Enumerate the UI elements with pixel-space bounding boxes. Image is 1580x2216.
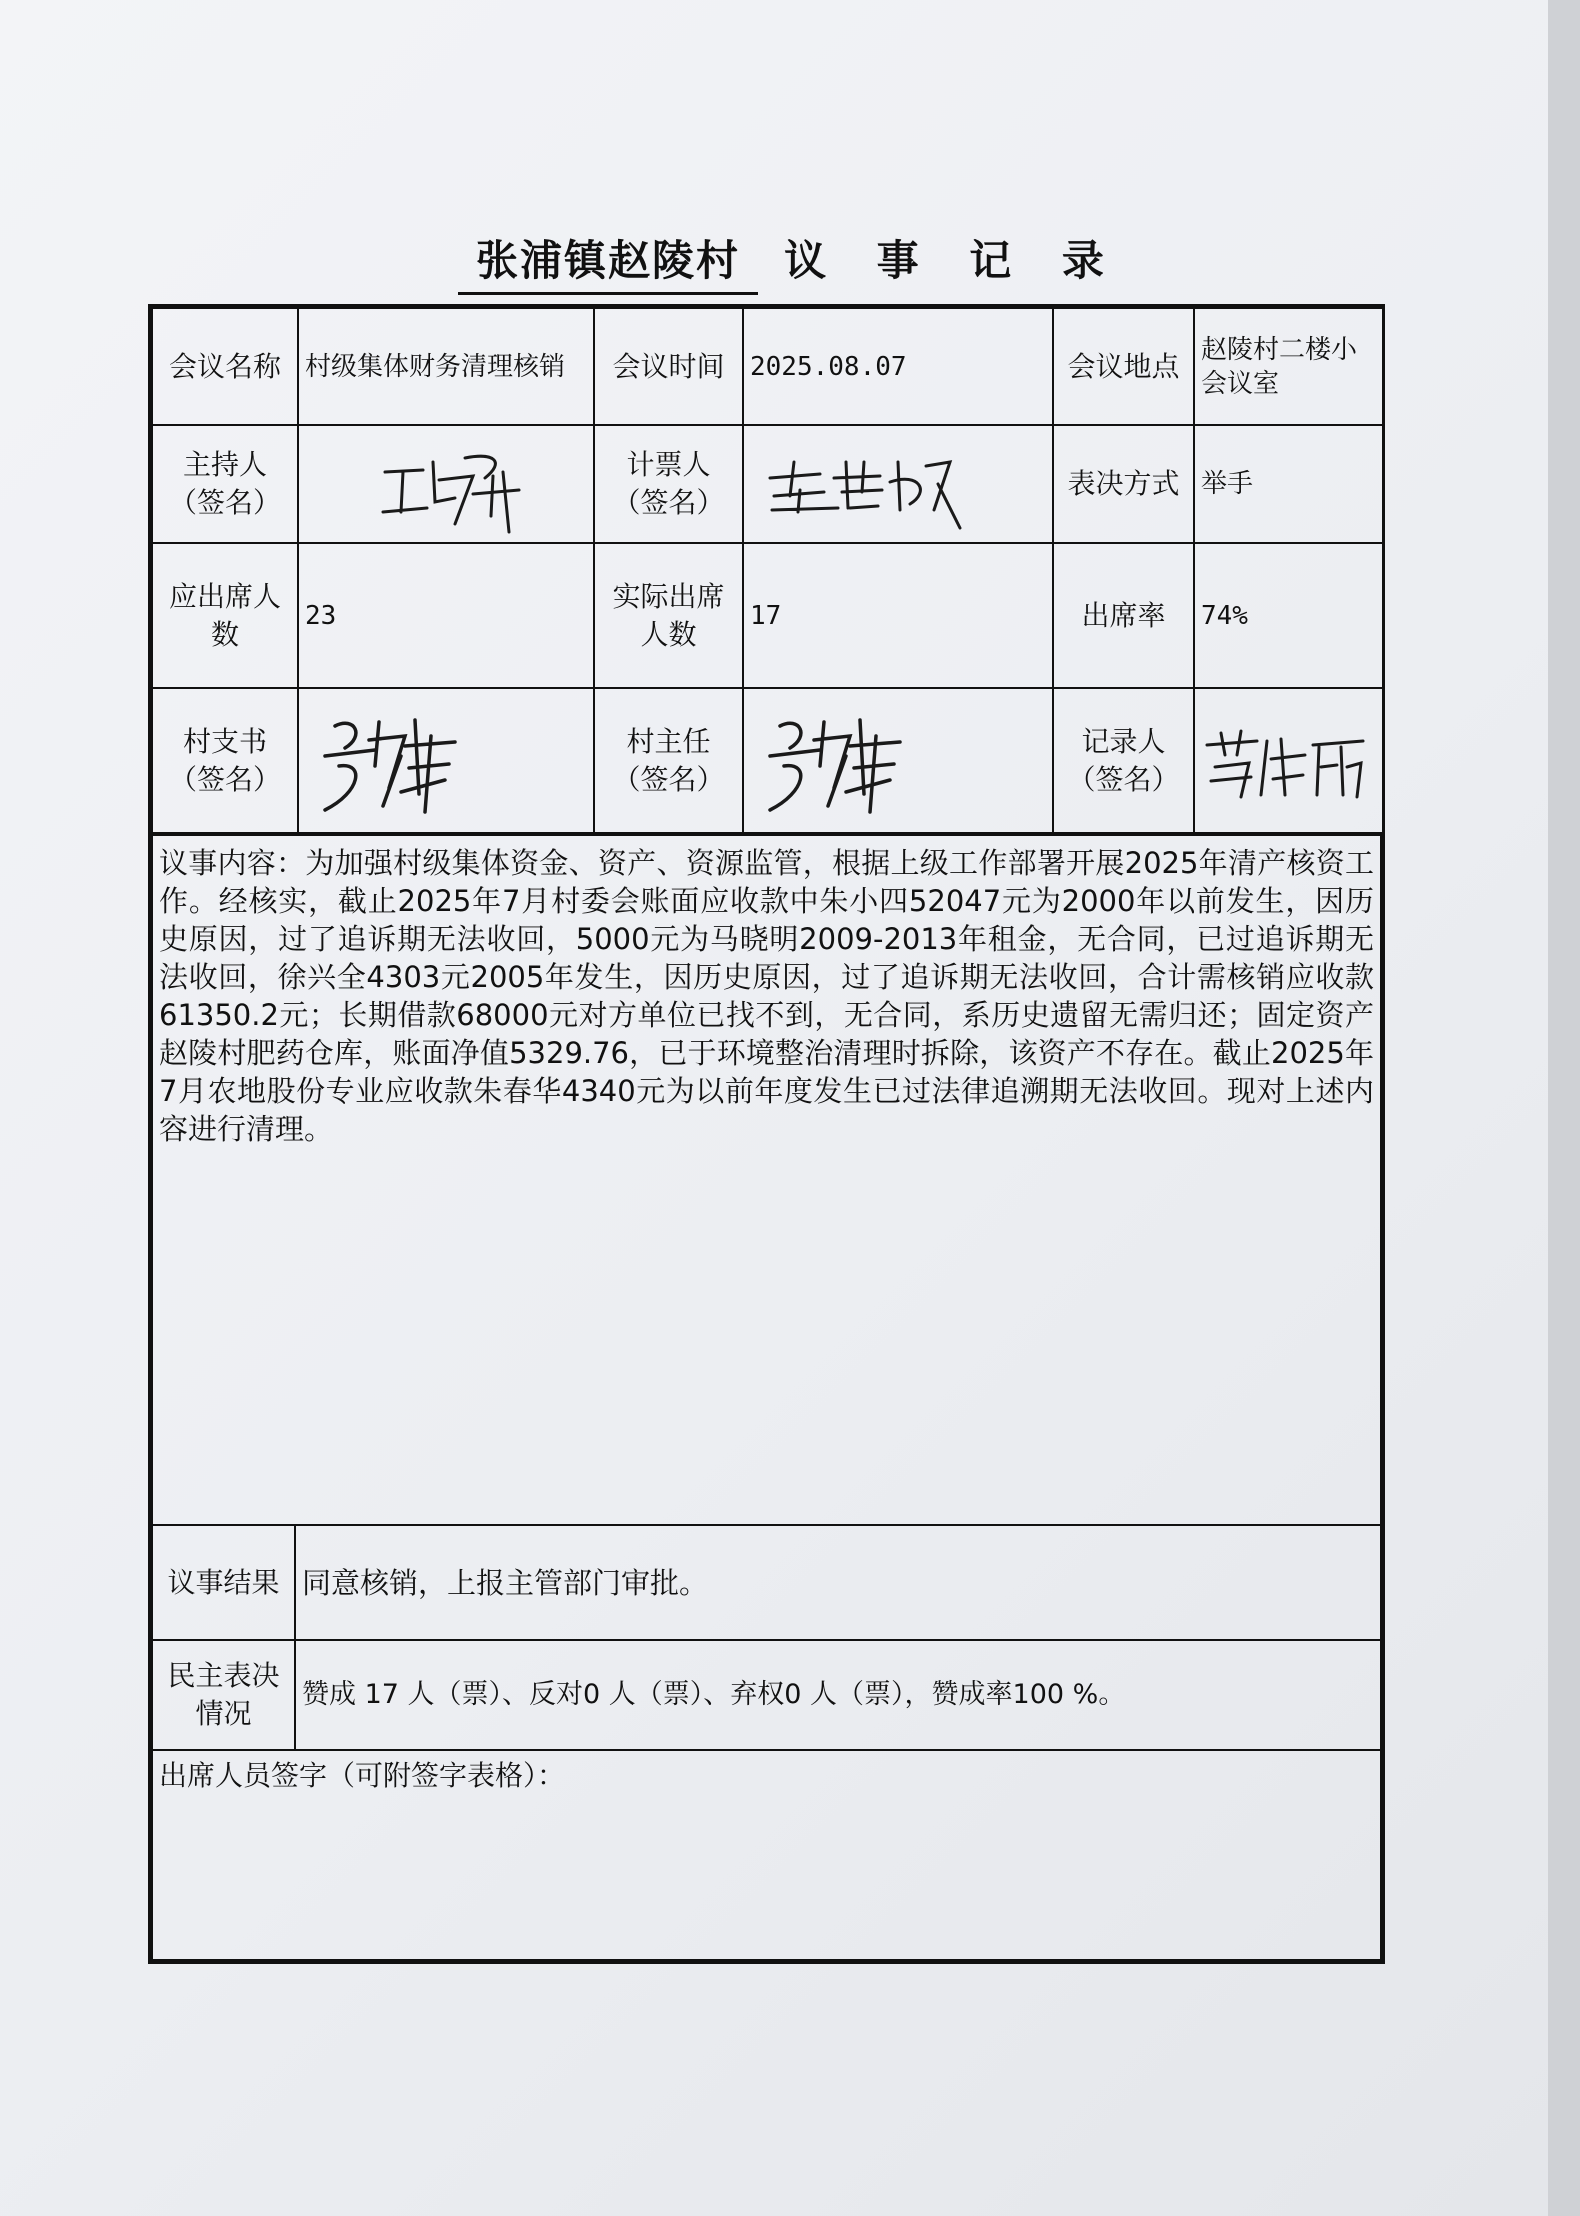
attendance-rate-value: 74%: [1194, 543, 1383, 688]
vote-label: [152, 1640, 295, 1750]
vote-label-line1: 民主表决: [167, 1659, 280, 1692]
row-leader-signatures: [152, 688, 1383, 833]
expected-attendees-value: 23: [298, 543, 594, 688]
row-host-teller: [152, 425, 1383, 543]
director-signature: [750, 696, 1050, 826]
director-label-line1: 村主任: [626, 724, 711, 758]
recorder-label-line1: 记录人: [1081, 724, 1166, 758]
director-label: [594, 688, 743, 833]
attendance-signatures: 出席人员签字（可附签字表格）：: [152, 1750, 1381, 1960]
host-label-line1: 主持人: [182, 448, 267, 481]
host-signature: [305, 432, 585, 536]
teller-label: [594, 425, 743, 543]
title-record: 议 事 记 录: [784, 236, 1122, 285]
secretary-label: [152, 688, 298, 833]
actual-attendees-value: 17: [743, 543, 1053, 688]
director-signature-cell: [743, 688, 1053, 833]
document-title: [0, 228, 1580, 295]
secretary-signature-cell: [298, 688, 594, 833]
vote-value: 赞成 17 人（票）、反对0 人（票）、弃权0 人（票），赞成率100 %。: [295, 1640, 1381, 1750]
host-signature-cell: [298, 425, 594, 543]
row-attendance-count: [152, 543, 1383, 688]
background-surface: [1548, 0, 1580, 2216]
vote-label-line2: 情况: [195, 1697, 252, 1730]
row-meeting-info: [152, 308, 1383, 425]
meeting-place-value: 赵陵村二楼小会议室: [1194, 308, 1383, 425]
recorder-label: [1053, 688, 1194, 833]
result-label: 议事结果: [152, 1525, 295, 1640]
secretary-signature: [305, 696, 585, 826]
meeting-time-label: 会议时间: [594, 308, 743, 425]
row-vote: [152, 1640, 1381, 1750]
recorder-signature-cell: [1194, 688, 1383, 833]
teller-label-line1: 计票人: [626, 448, 711, 481]
recorder-label-line2: （签名）: [1067, 762, 1180, 796]
row-attendance-signatures: [152, 1750, 1381, 1960]
teller-signature: [750, 432, 1040, 536]
director-label-line2: （签名）: [612, 762, 725, 796]
header-table: [151, 307, 1384, 834]
attendance-rate-label: 出席率: [1053, 543, 1194, 688]
body-table: [151, 834, 1382, 1961]
expected-attendees-label: 应出席人数: [152, 543, 298, 688]
secretary-label-line2: （签名）: [168, 762, 281, 796]
title-village: 张浦镇赵陵村: [458, 228, 758, 295]
meeting-name-label: 会议名称: [152, 308, 298, 425]
meeting-content: 议事内容：为加强村级集体资金、资产、资源监管，根据上级工作部署开展2025年清产核资工作。经核实，截止2025年7月村委会账面应收款中朱小四52047元为2000年以前发生，因历史原因，过了追诉期无法收回，5000元为马晓明2009-2013年租金，无合同，已过追诉期无法收回，徐兴全4303元2005年发生，因历史原因，过了追诉期无法收回，合计需核销应收款61350.2元；长期借款68000元对方单位已找不到，无合同，系历史遗留无需归还；固定资产赵陵村肥药仓库，账面净值5329.76，已于环境整治清理时拆除，该资产不存在。截止2025年7月农地股份专业应收款朱春华4340元为以前年度发生已过法律追溯期无法收回。现对上述内容进行清理。: [152, 835, 1381, 1525]
actual-attendees-label: 实际出席人数: [594, 543, 743, 688]
recorder-signature: [1201, 711, 1381, 811]
host-label-line2: （签名）: [168, 486, 281, 519]
meeting-time-value: 2025.08.07: [743, 308, 1053, 425]
host-label: [152, 425, 298, 543]
row-content: [152, 835, 1381, 1525]
result-value: 同意核销，上报主管部门审批。: [295, 1525, 1381, 1640]
vote-method-value: 举手: [1194, 425, 1383, 543]
secretary-label-line1: 村支书: [182, 724, 267, 758]
row-result: [152, 1525, 1381, 1640]
teller-label-line2: （签名）: [612, 486, 725, 519]
meeting-name-value: 村级集体财务清理核销: [298, 308, 594, 425]
teller-signature-cell: [743, 425, 1053, 543]
record-table: [148, 304, 1385, 1964]
meeting-place-label: 会议地点: [1053, 308, 1194, 425]
vote-method-label: 表决方式: [1053, 425, 1194, 543]
